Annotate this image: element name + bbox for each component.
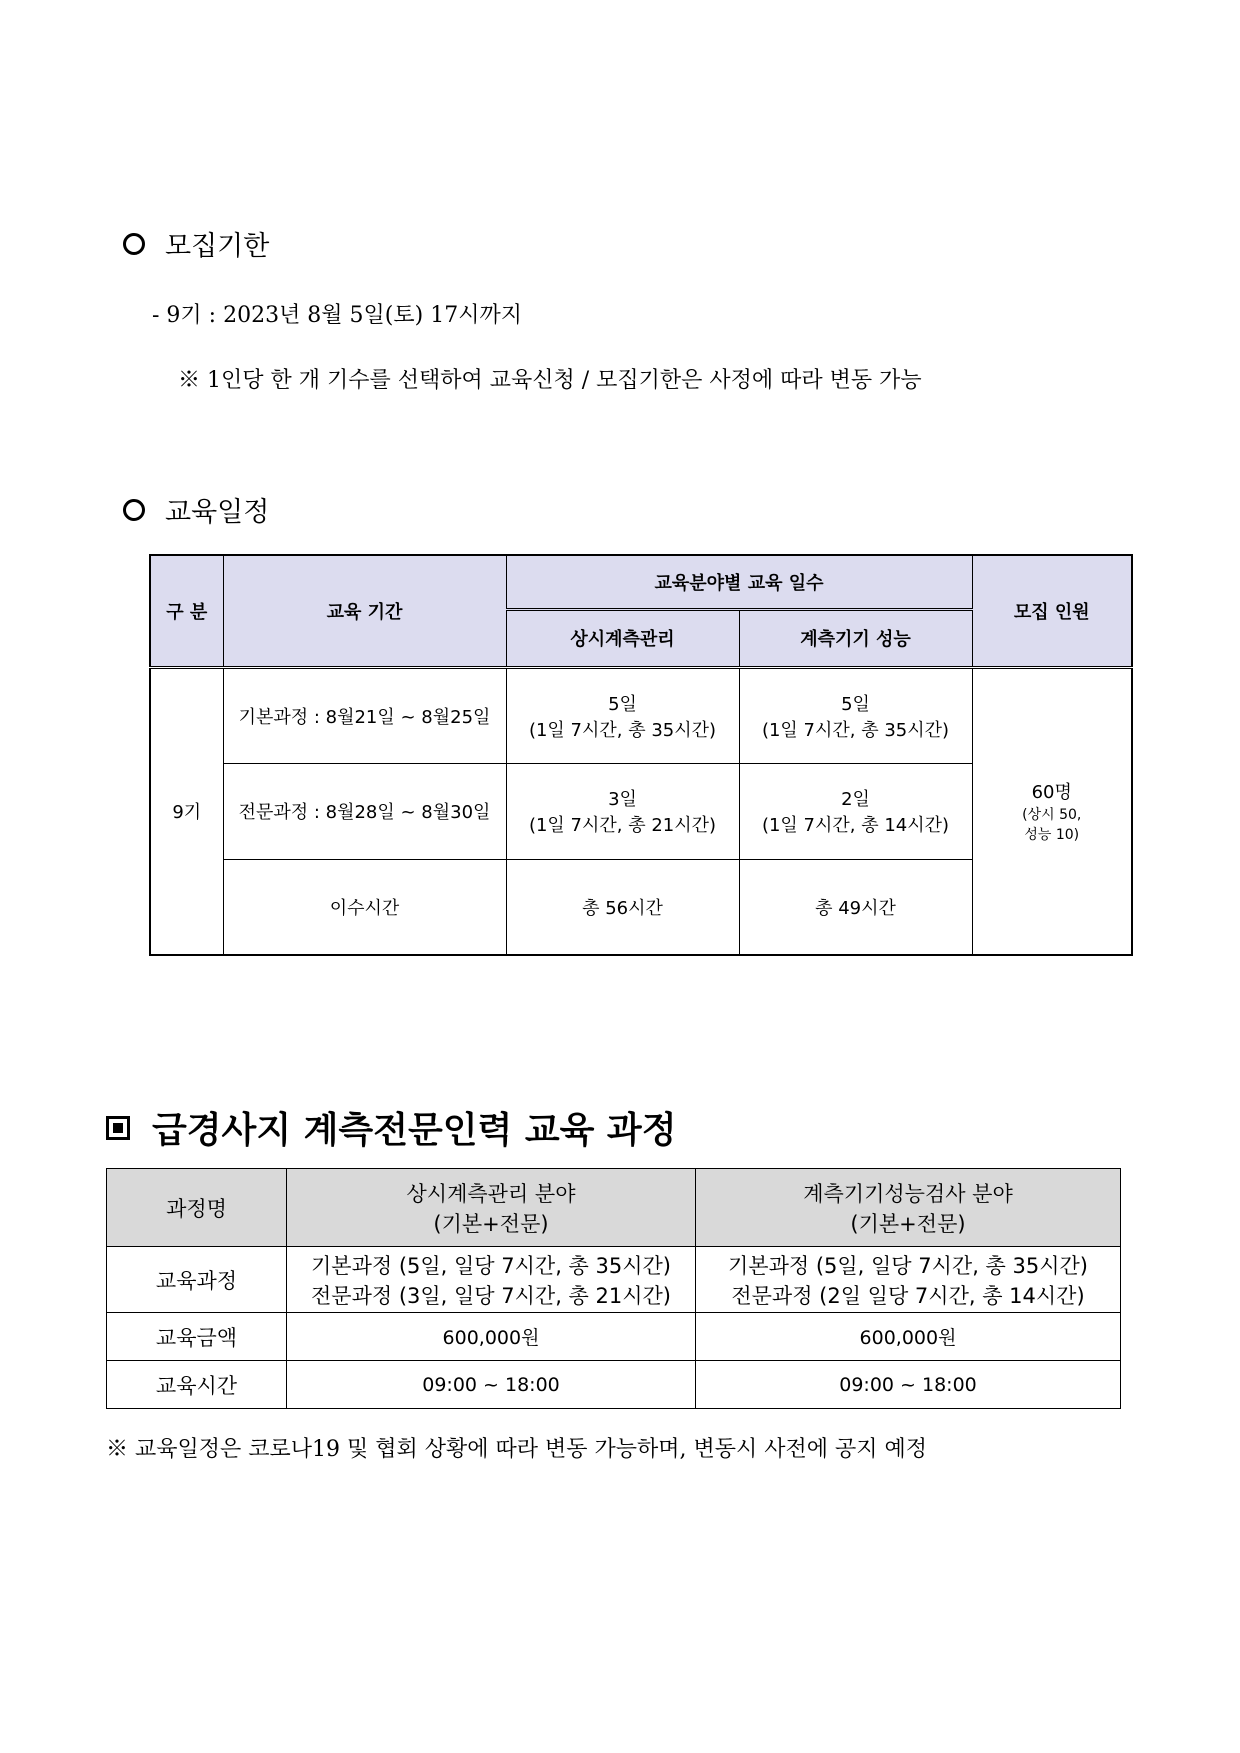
course-header-col1 — [287, 1169, 696, 1247]
capacity-cell — [972, 667, 1132, 955]
advanced-field2-detail: (1일 7시간, 총 14시간) — [761, 815, 950, 836]
course-row-label: 교육과정 — [107, 1247, 287, 1313]
recruit-section-title — [123, 224, 269, 263]
advanced-field1-days: 3일 — [608, 789, 637, 810]
time-col2: 09:00 ~ 18:00 — [696, 1361, 1121, 1409]
header-division: 구 분 — [150, 555, 223, 667]
basic-field2-days: 5일 — [841, 693, 870, 715]
total-field1: 총 56시간 — [506, 859, 739, 955]
header-field2: 계측기기 성능 — [739, 609, 972, 667]
course-header-col2-line2: (기본+전문) — [850, 1211, 966, 1236]
fee-col1: 600,000원 — [287, 1313, 696, 1361]
recruit-note: ※ 1인당 한 개 기수를 선택하여 교육신청 / 모집기한은 사정에 따라 변동 가능 — [178, 368, 922, 393]
capacity-total: 60명 — [1031, 782, 1072, 804]
course-col1-advanced: 전문과정 (3일, 일당 7시간, 총 21시간) — [311, 1283, 671, 1308]
header-recruit-count: 모집 인원 — [972, 555, 1132, 667]
course-col2-detail — [696, 1247, 1121, 1313]
recruit-title: 모집기한 — [165, 231, 270, 262]
schedule-section-title — [123, 490, 269, 529]
header-days-by-field: 교육분야별 교육 일수 — [506, 555, 972, 609]
advanced-field2 — [739, 763, 972, 859]
advanced-field1 — [506, 763, 739, 859]
fee-row-label: 교육금액 — [107, 1313, 287, 1361]
header-field1: 상시계측관리 — [506, 609, 739, 667]
circle-bullet-icon — [123, 499, 145, 521]
schedule-table — [149, 554, 1133, 956]
course-header-name: 과정명 — [107, 1169, 287, 1247]
total-label: 이수시간 — [223, 859, 506, 955]
header-period: 교육 기간 — [223, 555, 506, 667]
course-col2-advanced: 전문과정 (2일 일당 7시간, 총 14시간) — [731, 1283, 1085, 1308]
cohort-cell: 9기 — [150, 667, 223, 955]
course-col2-basic: 기본과정 (5일, 일당 7시간, 총 35시간) — [728, 1253, 1088, 1278]
course-col1-detail — [287, 1247, 696, 1313]
basic-period: 기본과정 : 8월21일 ~ 8월25일 — [223, 667, 506, 763]
course-header-col2-line1: 계측기기성능검사 분야 — [803, 1181, 1013, 1206]
capacity-detail-2: 성능 10) — [1024, 827, 1080, 844]
square-bullet-icon — [106, 1116, 130, 1140]
course-table — [106, 1168, 1121, 1409]
basic-field1-detail: (1일 7시간, 총 35시간) — [528, 719, 717, 741]
circle-bullet-icon — [123, 233, 145, 255]
advanced-period: 전문과정 : 8월28일 ~ 8월30일 — [223, 763, 506, 859]
schedule-title: 교육일정 — [165, 497, 270, 528]
basic-field1 — [506, 667, 739, 763]
recruit-deadline: - 9기 : 2023년 8월 5일(토) 17시까지 — [152, 303, 522, 328]
course-header-col1-line1: 상시계측관리 분야 — [406, 1181, 576, 1206]
capacity-detail-1: (상시 50, — [1022, 807, 1082, 824]
course-section-title — [106, 1102, 676, 1153]
course-footnote: ※ 교육일정은 코로나19 및 협회 상황에 따라 변동 가능하며, 변동시 사전에 공지 예정 — [106, 1437, 927, 1462]
basic-field2 — [739, 667, 972, 763]
basic-field2-detail: (1일 7시간, 총 35시간) — [761, 719, 950, 741]
fee-col2: 600,000원 — [696, 1313, 1121, 1361]
advanced-field2-days: 2일 — [841, 789, 870, 810]
time-row-label: 교육시간 — [107, 1361, 287, 1409]
course-col1-basic: 기본과정 (5일, 일당 7시간, 총 35시간) — [311, 1253, 671, 1278]
course-header-col1-line2: (기본+전문) — [433, 1211, 549, 1236]
course-header-col2 — [696, 1169, 1121, 1247]
advanced-field1-detail: (1일 7시간, 총 21시간) — [528, 815, 717, 836]
basic-field1-days: 5일 — [608, 693, 637, 715]
course-title: 급경사지 계측전문인력 교육 과정 — [152, 1110, 677, 1151]
time-col1: 09:00 ~ 18:00 — [287, 1361, 696, 1409]
total-field2: 총 49시간 — [739, 859, 972, 955]
